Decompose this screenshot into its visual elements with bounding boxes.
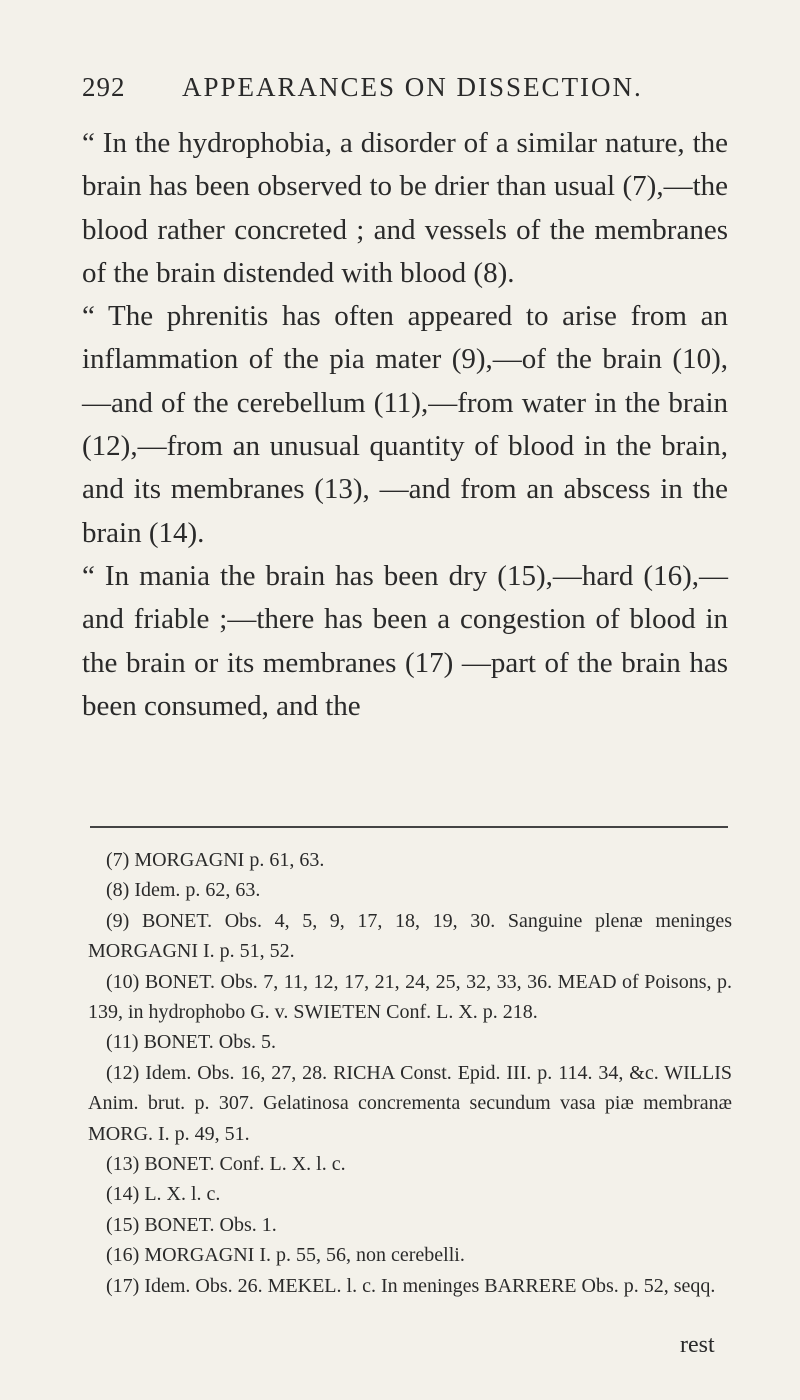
page-number: 292	[82, 72, 126, 102]
footnote: (12) Idem. Obs. 16, 27, 28. RICHA Const. Epid. III. p. 114. 34, &c. WILLIS Anim. brut. p. 307. Gelatinosa concrementa secundum vasa piæ membranæ MORG. I. p. 49, 51.	[88, 1061, 732, 1145]
footnote: (8) Idem. p. 62, 63.	[106, 879, 261, 902]
paragraph: “ In mania the brain has been dry (15),—hard (16),—and friable ;—there has been a congestion of blood in the brain or its membranes (17) —part of the brain has been consumed, and the	[82, 559, 728, 722]
footnote: (13) BONET. Conf. L. X. l. c.	[106, 1153, 346, 1176]
paragraph: “ In the hydrophobia, a disorder of a similar nature, the brain has been observed to be drier than usual (7),—the blood rather concreted ; and vessels of the membranes of the brain distended with blood (8).	[82, 127, 728, 289]
catchword: rest	[680, 1332, 715, 1358]
footnote: (9) BONET. Obs. 4, 5, 9, 17, 18, 19, 30. Sanguine plenæ meninges MORGAGNI I. p. 51, 52.	[88, 909, 732, 963]
footnote: (11) BONET. Obs. 5.	[106, 1031, 276, 1054]
running-header	[82, 72, 722, 103]
running-title: APPEARANCES ON DISSECTION.	[182, 72, 643, 102]
footnote: (17) Idem. Obs. 26. MEKEL. l. c. In meninges BARRERE Obs. p. 52, seqq.	[106, 1274, 716, 1297]
footnote: (16) MORGAGNI I. p. 55, 56, non cerebelli.	[106, 1244, 465, 1267]
footnote: (7) MORGAGNI p. 61, 63.	[106, 849, 325, 871]
main-text	[82, 122, 728, 728]
footnote-divider	[90, 826, 728, 828]
footnote: (10) BONET. Obs. 7, 11, 12, 17, 21, 24, 25, 32, 33, 36. MEAD of Poisons, p. 139, in hydrophobo G. v. SWIETEN Conf. L. X. p. 218.	[88, 970, 732, 1024]
footnotes	[88, 845, 732, 1301]
footnote: (14) L. X. l. c.	[106, 1183, 221, 1206]
paragraph: “ The phrenitis has often appeared to arise from an inflammation of the pia mater (9),—of the brain (10),—and of the cerebellum (11),—from water in the brain (12),—from an unusual quantity of blood in the brain, and its membranes (13), —and from an abscess in the brain (14).	[82, 300, 728, 549]
footnote: (15) BONET. Obs. 1.	[106, 1213, 277, 1236]
